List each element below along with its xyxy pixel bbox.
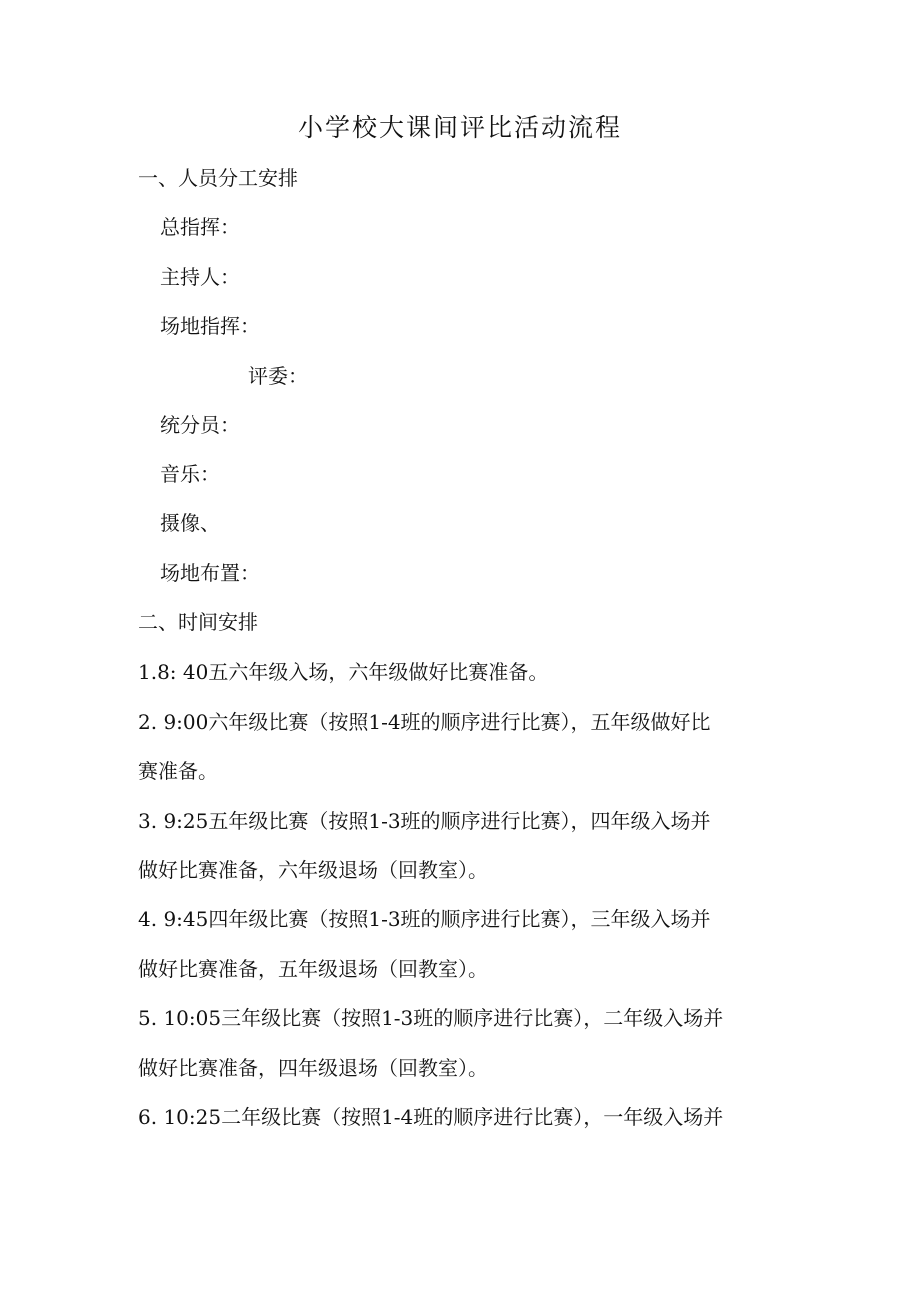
schedule-line: 做好比赛准备，五年级退场（回教室）。 — [138, 957, 488, 981]
schedule-line: 做好比赛准备，四年级退场（回教室）。 — [138, 1056, 488, 1080]
schedule-line: 2. 9:00六年级比赛（按照1-4班的顺序进行比赛），五年级做好比 — [138, 710, 711, 734]
schedule-line: 赛准备。 — [138, 759, 218, 783]
schedule-line: 5. 10:05三年级比赛（按照1-3班的顺序进行比赛），二年级入场并 — [138, 1006, 724, 1030]
section-heading-schedule: 二、时间安排 — [138, 610, 258, 634]
schedule-line: 3. 9:25五年级比赛（按照1-3班的顺序进行比赛），四年级入场并 — [138, 809, 711, 833]
role-line: 统分员： — [160, 413, 240, 437]
schedule-line: 1.8: 40五六年级入场，六年级做好比赛准备。 — [138, 660, 549, 684]
schedule-line: 做好比赛准备，六年级退场（回教室）。 — [138, 858, 488, 882]
role-line: 摄像、 — [160, 511, 220, 535]
role-line: 场地布置： — [160, 561, 260, 585]
role-line: 总指挥： — [160, 215, 240, 239]
section-heading-staffing: 一、人员分工安排 — [138, 166, 298, 190]
role-line: 场地指挥： — [160, 314, 260, 338]
schedule-line: 6. 10:25二年级比赛（按照1-4班的顺序进行比赛），一年级入场并 — [138, 1105, 724, 1129]
role-line: 评委： — [248, 364, 308, 388]
schedule-line: 4. 9:45四年级比赛（按照1-3班的顺序进行比赛），三年级入场并 — [138, 907, 711, 931]
role-line: 主持人： — [160, 265, 240, 289]
role-line: 音乐： — [160, 462, 220, 486]
document-title: 小学校大课间评比活动流程 — [297, 113, 622, 142]
